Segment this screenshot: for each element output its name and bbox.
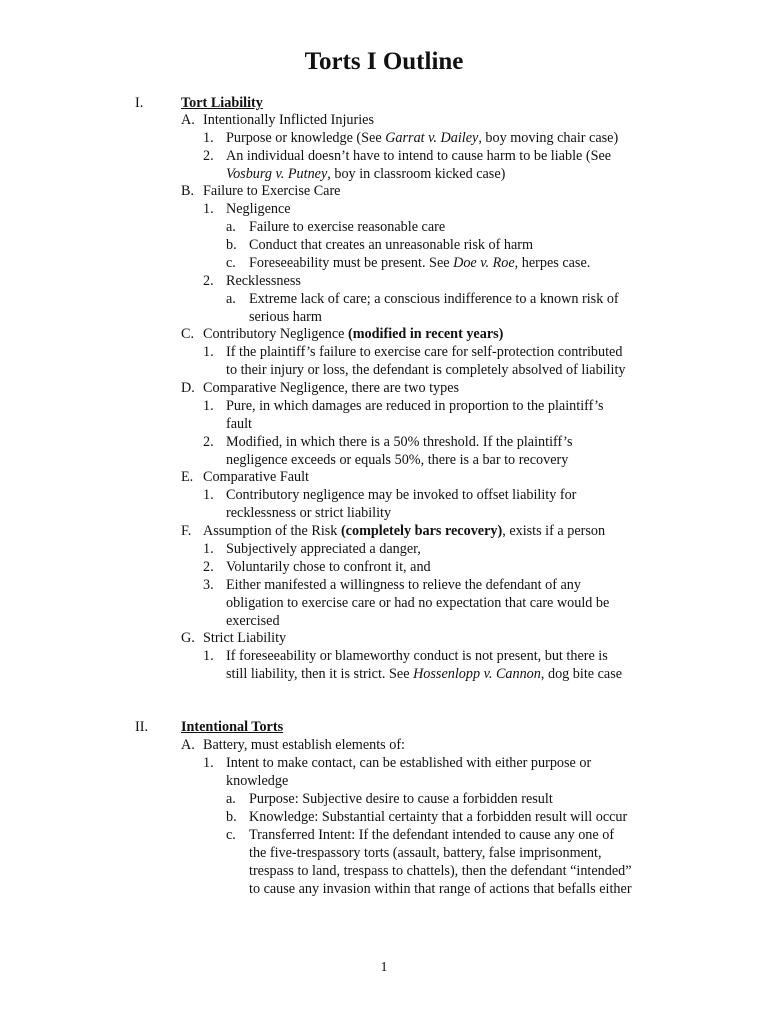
outline-item: Contributory negligence may be invoked to offset liability for (226, 487, 577, 503)
outline-item: Extreme lack of care; a conscious indifference to a known risk of (249, 291, 619, 307)
section-heading: Tort Liability (181, 95, 263, 111)
outline-item-cont: to cause any invasion within that range of actions that befalls either (249, 881, 632, 897)
outline-marker: 2. (203, 559, 214, 575)
page-number: 1 (380, 960, 388, 975)
case-name: Doe v. Roe (453, 255, 515, 271)
section-heading: Intentional Torts (181, 719, 284, 735)
outline-marker: 1. (203, 398, 214, 414)
case-name: Garrat v. Dailey (385, 130, 479, 146)
outline-marker: a. (226, 291, 236, 307)
page-title: Torts I Outline (304, 48, 464, 75)
outline-item: Either manifested a willingness to relieve the defendant of any (226, 577, 581, 593)
outline-item: Intent to make contact, can be established with either purpose or (226, 755, 592, 771)
outline-item: If the plaintiff’s failure to exercise care for self-protection contributed (226, 344, 623, 360)
outline-marker: 1. (203, 541, 214, 557)
outline-item-cont: to their injury or loss, the defendant is completely absolved of liability (226, 362, 626, 378)
outline-item-cont: negligence exceeds or equals 50%, there is a bar to recovery (226, 452, 569, 468)
outline-marker: G. (181, 630, 195, 646)
outline-item-cont: knowledge (226, 773, 289, 789)
outline-item: Intentionally Inflicted Injuries (203, 112, 374, 128)
outline-item-cont: recklessness or strict liability (226, 505, 392, 521)
outline-item: Subjectively appreciated a danger, (226, 541, 421, 557)
outline-item: A. (181, 112, 195, 128)
outline-item-cont: trespass to land, trespass to chattels), then the defendant “intended” (249, 863, 632, 879)
outline-item-cont: obligation to exercise care or had no expectation that care would be (226, 595, 610, 611)
outline-item: Recklessness (226, 273, 301, 289)
outline-marker: F. (181, 523, 192, 539)
outline-marker: 2. (203, 273, 214, 289)
outline-item: Failure to exercise reasonable care (249, 219, 446, 235)
outline-marker: b. (226, 237, 237, 253)
outline-item: If foreseeability or blameworthy conduct is not present, but there is (226, 648, 608, 664)
outline-marker: c. (226, 255, 236, 271)
outline-marker: 1. (203, 130, 214, 146)
outline-item: Purpose: Subjective desire to cause a forbidden result (249, 791, 553, 807)
outline-marker: a. (226, 791, 236, 807)
outline-marker: C. (181, 326, 195, 342)
outline-marker: a. (226, 219, 236, 235)
outline-item: Modified, in which there is a 50% threshold. If the plaintiff’s (226, 434, 573, 450)
outline-item: Purpose or knowledge (See Garrat v. Dailey, boy moving chair case) (226, 130, 619, 146)
section-number: II. (135, 719, 148, 735)
outline-item-cont: the five-trespassory torts (assault, battery, false imprisonment, (249, 845, 602, 861)
outline-item: Knowledge: Substantial certainty that a forbidden result will occur (249, 809, 628, 825)
section-number: I. (135, 95, 144, 111)
outline-marker: c. (226, 827, 236, 843)
outline-marker: B. (181, 183, 195, 199)
outline-item: An individual doesn’t have to intend to cause harm to be liable (See (226, 148, 612, 164)
outline-marker: E. (181, 469, 194, 485)
outline-marker: 3. (203, 577, 214, 593)
outline-item: Conduct that creates an unreasonable risk of harm (249, 237, 534, 253)
outline-item: Contributory Negligence (modified in recent years) (203, 326, 504, 342)
outline-item: Failure to Exercise Care (203, 183, 341, 199)
outline-marker: 1. (203, 201, 214, 217)
outline-marker: 1. (203, 344, 214, 360)
outline-item: Transferred Intent: If the defendant intended to cause any one of (249, 827, 615, 843)
outline-marker: A. (181, 737, 195, 753)
outline-marker: 1. (203, 648, 214, 664)
outline-item: Voluntarily chose to confront it, and (226, 559, 431, 575)
outline-item: Foreseeability must be present. See Doe v. Roe, herpes case. (249, 255, 591, 271)
outline-item: Comparative Negligence, there are two types (203, 380, 460, 396)
outline-marker: 1. (203, 487, 214, 503)
outline-marker: 2. (203, 148, 214, 164)
outline-item-cont: exercised (226, 613, 280, 629)
outline-item: Comparative Fault (203, 469, 309, 485)
case-name: Hossenlopp v. Cannon (413, 666, 541, 682)
outline-marker: 1. (203, 755, 214, 771)
outline-item-cont: fault (226, 416, 252, 432)
outline-marker: D. (181, 380, 195, 396)
outline-item: Pure, in which damages are reduced in proportion to the plaintiff’s (226, 398, 604, 414)
outline-marker: 2. (203, 434, 214, 450)
case-name: Vosburg v. Putney (226, 166, 328, 182)
outline-item: Assumption of the Risk (completely bars recovery), exists if a person (203, 523, 606, 539)
outline-item-cont: Vosburg v. Putney, boy in classroom kicked case) (226, 166, 506, 182)
outline-item-cont: serious harm (249, 309, 322, 325)
outline-item: Battery, must establish elements of: (203, 737, 405, 753)
outline-item-cont: still liability, then it is strict. See Hossenlopp v. Cannon, dog bite case (226, 666, 623, 682)
outline-item: Strict Liability (203, 630, 287, 646)
outline-marker: b. (226, 809, 237, 825)
outline-item: Negligence (226, 201, 291, 217)
